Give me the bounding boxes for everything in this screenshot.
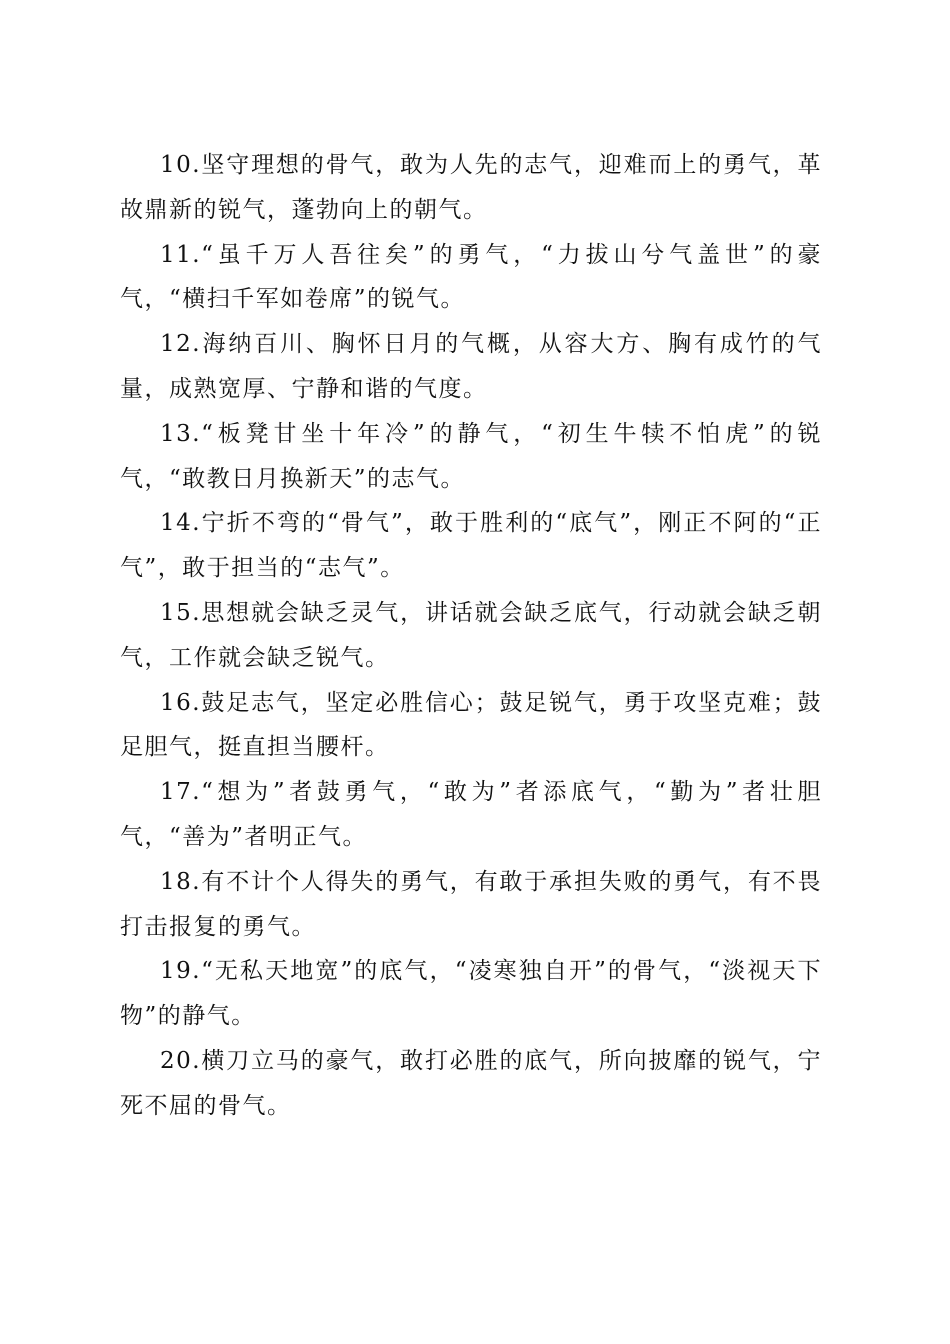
paragraph-12: 12.海纳百川、胸怀日月的气概，从容大方、胸有成竹的气量，成熟宽厚、宁静和谐的气度。 bbox=[120, 331, 822, 402]
paragraph-10: 10.坚守理想的骨气，敢为人先的志气，迎难而上的勇气，革故鼎新的锐气，蓬勃向上的朝气。 bbox=[120, 152, 822, 223]
paragraph-20: 20.横刀立马的豪气，敢打必胜的底气，所向披靡的锐气，宁死不屈的骨气。 bbox=[120, 1047, 822, 1119]
paragraph-15: 15.思想就会缺乏灵气，讲话就会缺乏底气，行动就会缺乏朝气，工作就会缺乏锐气。 bbox=[120, 599, 822, 671]
paragraph-11: 11.“虽千万人吾往矣”的勇气，“力拔山兮气盖世”的豪气，“横扫千军如卷席”的锐气。 bbox=[120, 241, 822, 313]
paragraph-13: 13.“板凳甘坐十年冷”的静气，“初生牛犊不怕虎”的锐气，“敢教日月换新天”的志气。 bbox=[120, 420, 822, 492]
paragraph-16: 16.鼓足志气，坚定必胜信心；鼓足锐气，勇于攻坚克难；鼓足胆气，挺直担当腰杆。 bbox=[120, 689, 822, 761]
paragraph-18: 18.有不计个人得失的勇气，有敢于承担失败的勇气，有不畏打击报复的勇气。 bbox=[120, 868, 822, 940]
paragraph-17: 17.“想为”者鼓勇气，“敢为”者添底气，“勤为”者壮胆气，“善为”者明正气。 bbox=[120, 779, 822, 850]
document-body bbox=[120, 143, 822, 1129]
paragraph-19: 19.“无私天地宽”的底气，“凌寒独自开”的骨气，“淡视天下物”的静气。 bbox=[120, 958, 822, 1030]
paragraph-14: 14.宁折不弯的“骨气”，敢于胜利的“底气”，刚正不阿的“正气”，敢于担当的“志气”。 bbox=[120, 510, 822, 582]
